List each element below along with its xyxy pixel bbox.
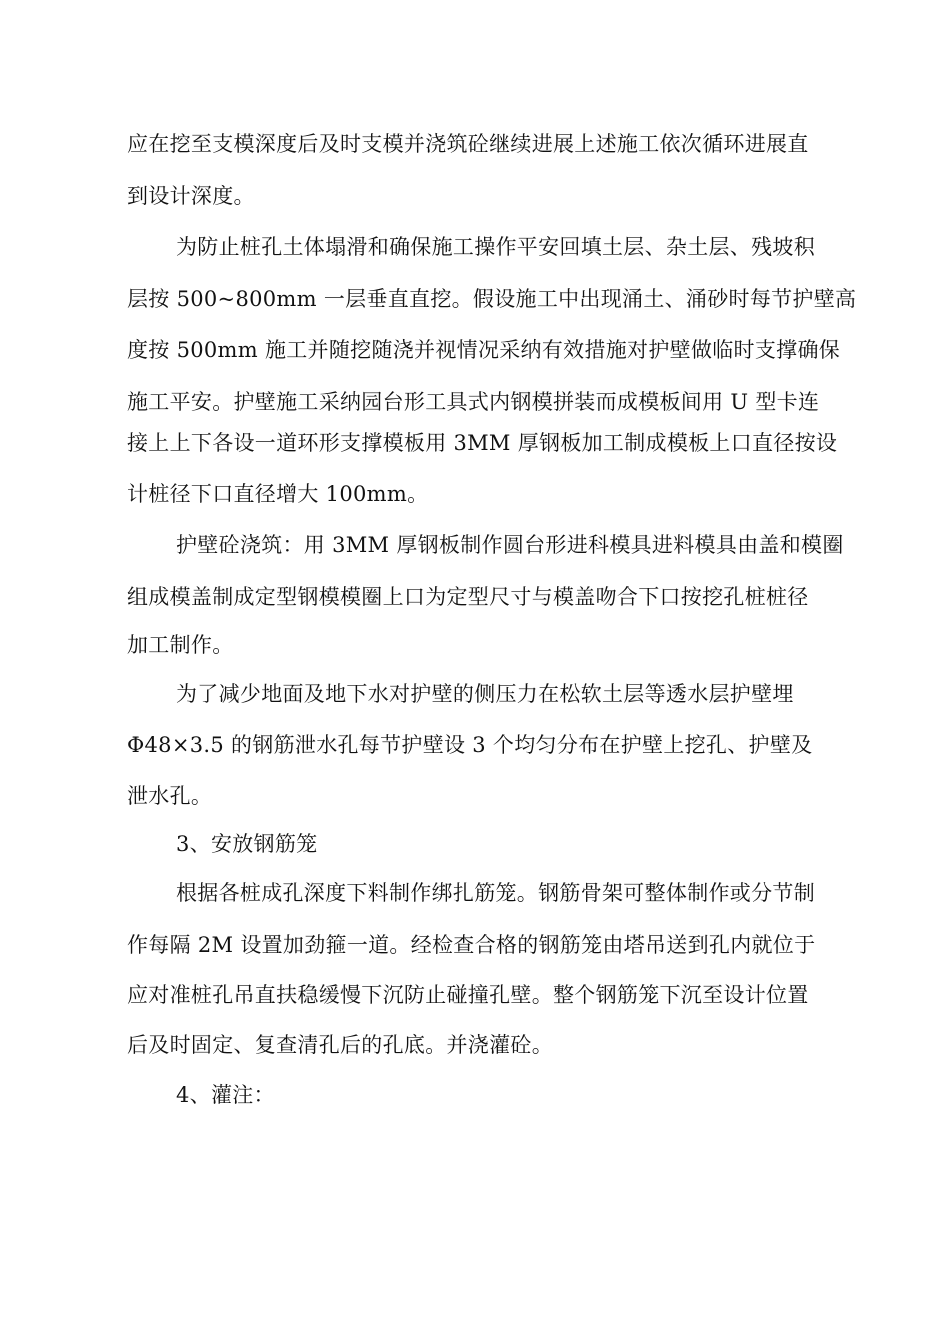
text-line: 应在挖至支模深度后及时支模并浇筑砼继续进展上述施工依次循环进展直 — [127, 132, 809, 156]
text-line: 作每隔 2M 设置加劲箍一道。经检查合格的钢筋笼由塔吊送到孔内就位于 — [127, 933, 816, 957]
text-line: 施工平安。护壁施工采纳园台形工具式内钢模拼装而成模板间用 U 型卡连 — [127, 390, 820, 414]
section-heading: 3、安放钢筋笼 — [176, 832, 318, 856]
text-line: 加工制作。 — [127, 633, 234, 657]
text-line: 接上上下各设一道环形支撑模板用 3MM 厚钢板加工制成模板上口直径按设 — [127, 431, 838, 455]
section-heading: 4、灌注： — [176, 1083, 275, 1107]
text-line: 泄水孔。 — [127, 784, 213, 808]
text-line: 应对准桩孔吊直扶稳缓慢下沉防止碰撞孔壁。整个钢筋笼下沉至设计位置 — [127, 983, 809, 1007]
text-line: Φ48×3.5 的钢筋泄水孔每节护壁设 3 个均匀分布在护壁上挖孔、护壁及 — [127, 733, 813, 757]
text-line: 护壁砼浇筑：用 3MM 厚钢板制作圆台形进科模具进料模具由盖和模圈 — [176, 533, 844, 557]
text-line: 度按 500mm 施工并随挖随浇并视情况采纳有效措施对护壁做临时支撑确保 — [127, 338, 841, 362]
text-line: 为了减少地面及地下水对护壁的侧压力在松软土层等透水层护壁埋 — [176, 682, 794, 706]
text-line: 组成模盖制成定型钢模模圈上口为定型尺寸与模盖吻合下口按挖孔桩桩径 — [127, 585, 809, 609]
text-line: 层按 500~800mm 一层垂直直挖。假设施工中出现涌土、涌砂时每节护壁高 — [127, 287, 857, 311]
text-line: 为防止桩孔土体塌滑和确保施工操作平安回填土层、杂土层、残坡积 — [176, 235, 815, 259]
text-line: 后及时固定、复查清孔后的孔底。并浇灌砼。 — [127, 1033, 553, 1057]
text-line: 计桩径下口直径增大 100mm。 — [127, 482, 429, 506]
text-line: 到设计深度。 — [127, 184, 255, 208]
text-line: 根据各桩成孔深度下料制作绑扎筋笼。钢筋骨架可整体制作或分节制 — [176, 881, 815, 905]
